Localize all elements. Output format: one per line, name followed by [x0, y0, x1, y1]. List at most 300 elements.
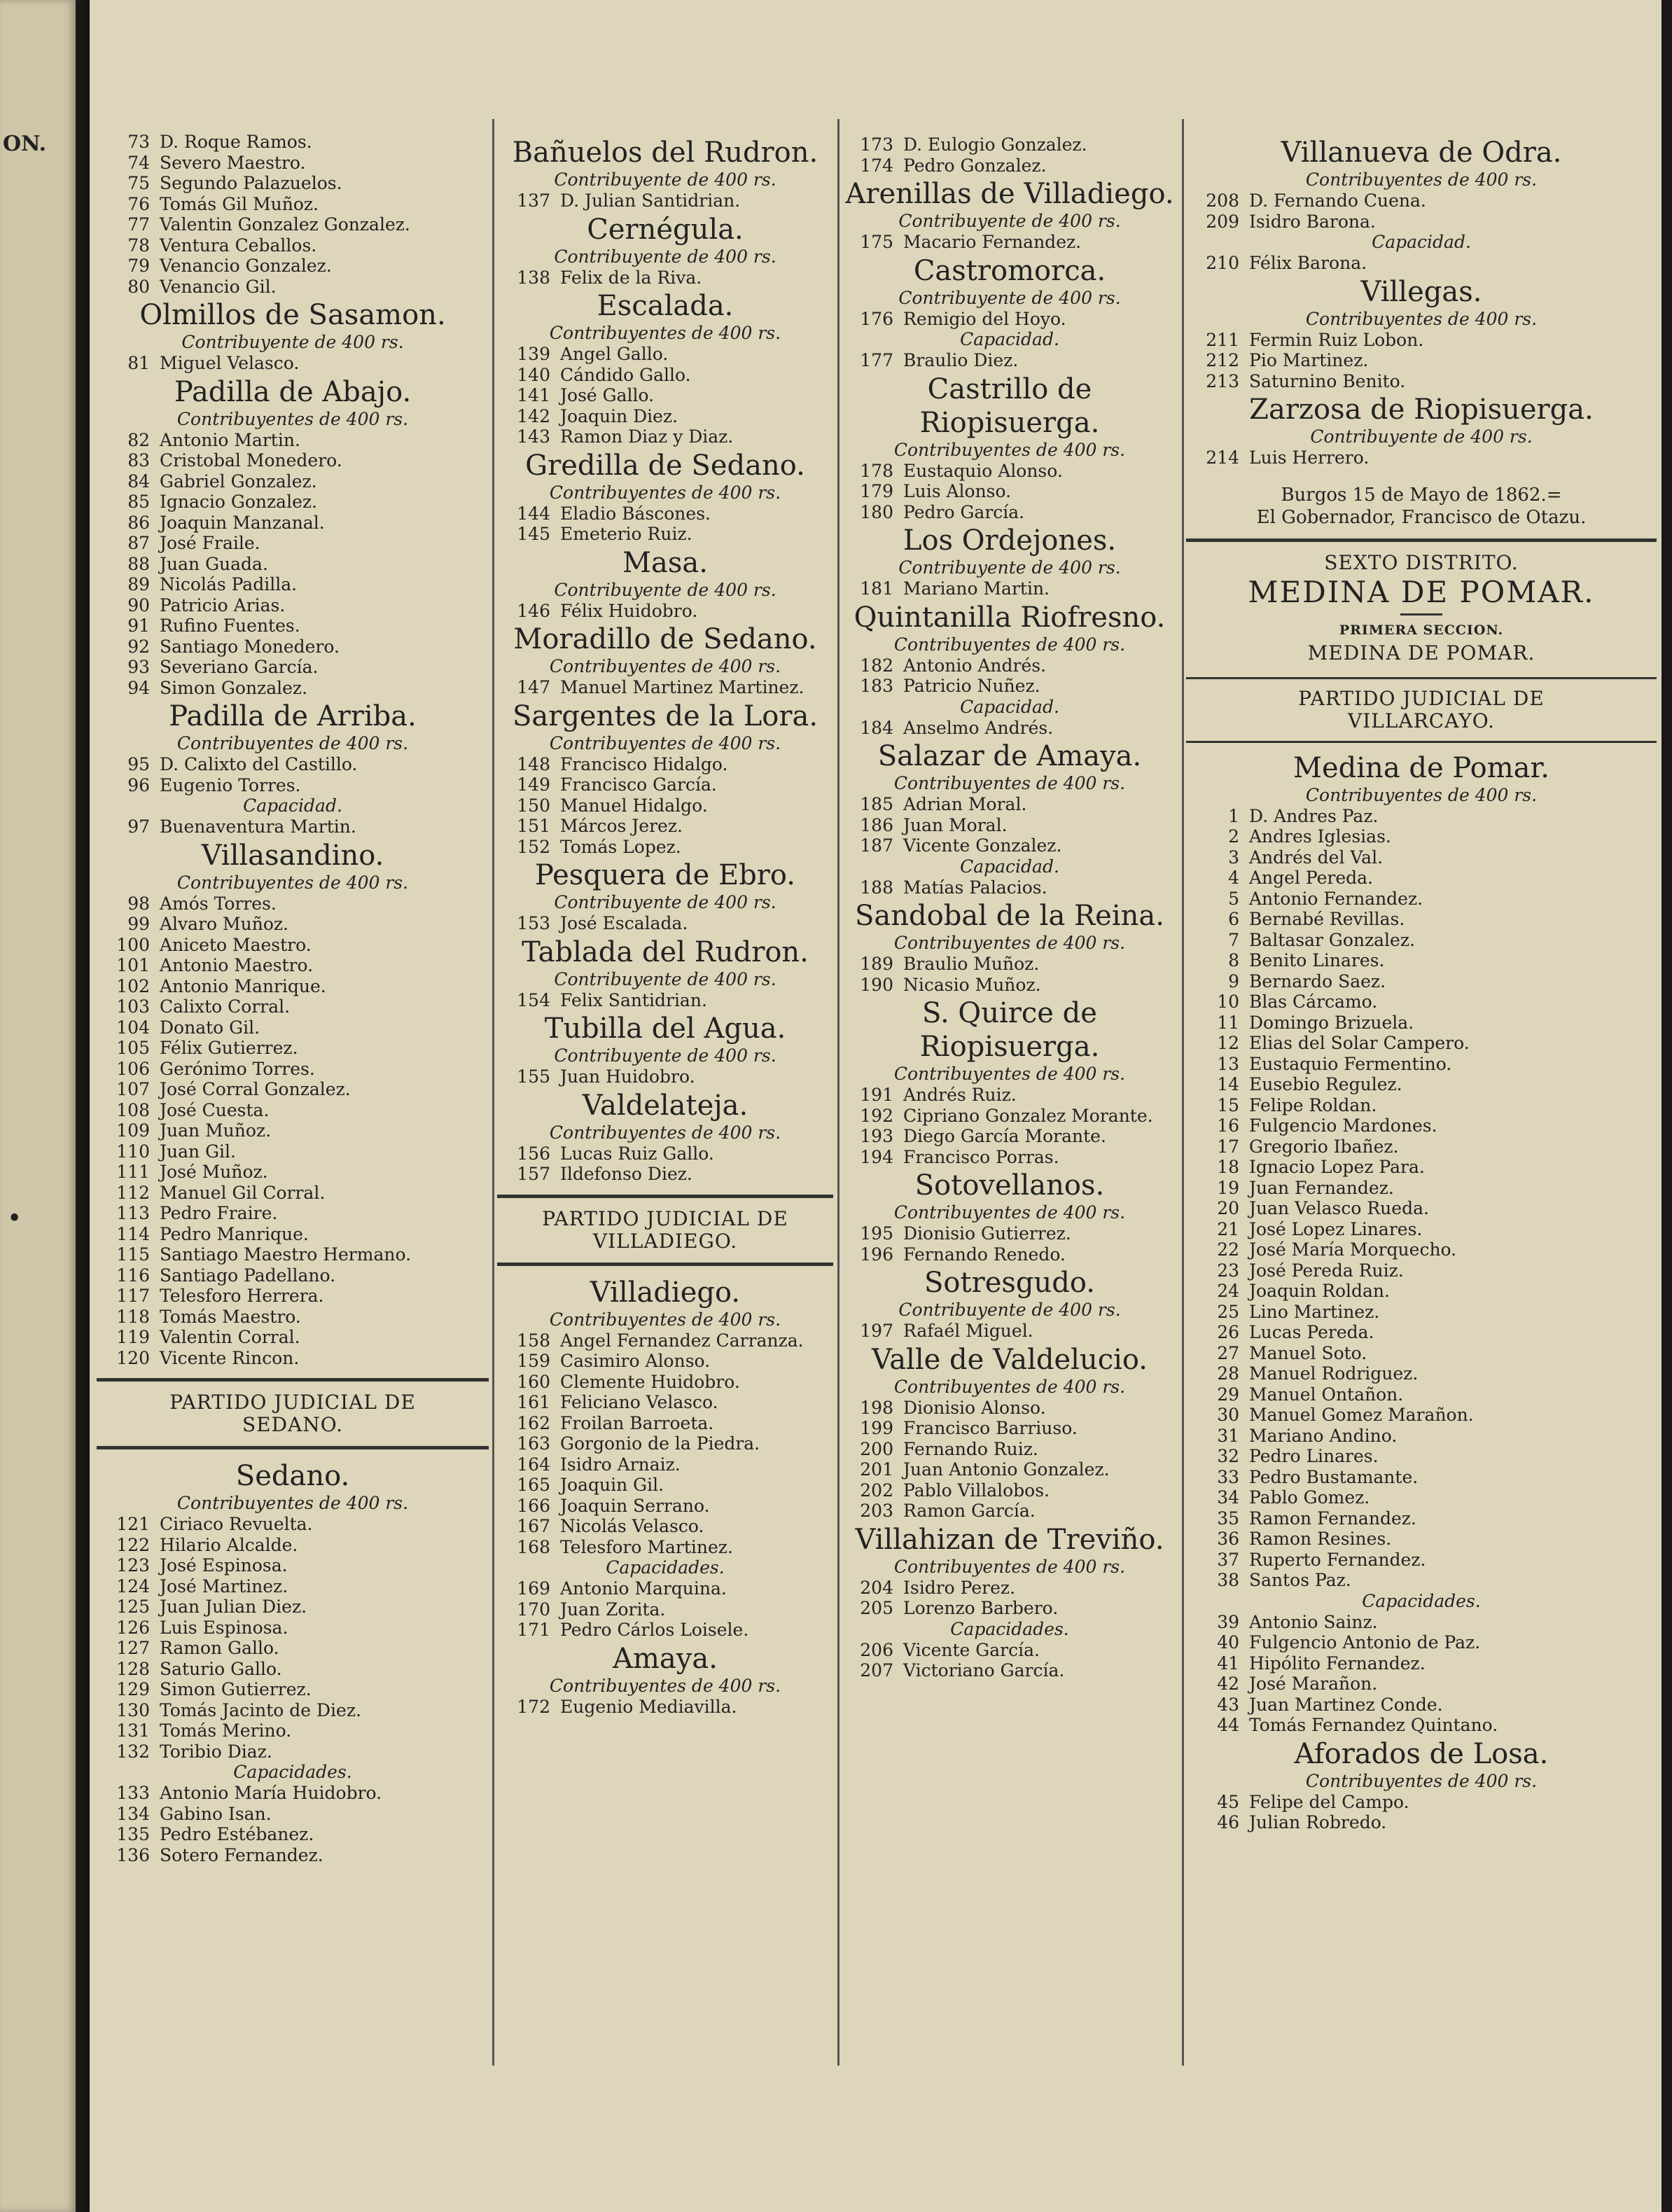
list-item: [97, 1679, 489, 1700]
entry-name: Antonio Fernandez.: [1249, 888, 1423, 909]
entry-number: 136: [116, 1844, 150, 1865]
list-item: [1186, 1570, 1657, 1591]
entry-number: 5: [1228, 888, 1239, 909]
entry-number: 111: [116, 1162, 150, 1182]
entry-number: 97: [127, 816, 150, 837]
list-item: [1186, 1013, 1657, 1034]
entry-number: 214: [1206, 447, 1239, 468]
category-label: Contribuyente de 400 rs.: [554, 968, 776, 989]
list-item: [97, 1555, 489, 1576]
partido-heading: VILLADIEGO.: [592, 1229, 738, 1253]
list-item: [840, 1126, 1179, 1147]
entry-name: Tomás Merino.: [160, 1720, 292, 1741]
list-item: [840, 877, 1179, 898]
entry-name: Pedro Linares.: [1249, 1446, 1379, 1466]
list-item: [497, 1392, 833, 1413]
list-item: [97, 132, 489, 153]
entry-number: 120: [116, 1347, 150, 1368]
partido-line-2: VILLARCAYO.: [1348, 709, 1495, 732]
entry-name: Mariano Martin.: [903, 578, 1050, 599]
entry-number: 26: [1217, 1322, 1239, 1342]
list-item: [1186, 1405, 1657, 1426]
entry-name: Félix Huidobro.: [560, 600, 698, 621]
partido-heading: PARTIDO JUDICIAL DE: [542, 1206, 788, 1230]
category-label: Contribuyente de 400 rs.: [1310, 426, 1533, 447]
entry-name: Santos Paz.: [1249, 1570, 1351, 1590]
entry-number: 95: [127, 754, 150, 774]
list-item: [497, 1143, 833, 1164]
entry-number: 148: [517, 753, 550, 774]
list-item: [97, 893, 489, 914]
list-item: [497, 1330, 833, 1351]
entry-number: 194: [860, 1146, 893, 1167]
column-rule: [492, 119, 494, 2066]
entry-number: 205: [860, 1598, 893, 1618]
list-item: [497, 344, 833, 365]
entry-name: Diego García Morante.: [903, 1126, 1106, 1146]
entry-name: Toribio Diaz.: [160, 1741, 272, 1762]
entry-number: 210: [1206, 253, 1239, 273]
entry-number: 102: [116, 975, 150, 996]
list-item: [497, 1697, 833, 1718]
entry-number: 151: [517, 816, 550, 836]
list-item: [1186, 1529, 1657, 1550]
entry-number: 43: [1217, 1694, 1239, 1715]
entry-name: Domingo Brizuela.: [1249, 1012, 1414, 1033]
list-item: [97, 574, 489, 595]
list-item: [497, 1599, 833, 1620]
entry-name: Ignacio Gonzalez.: [160, 492, 317, 512]
category-label: Contribuyente de 400 rs.: [554, 579, 776, 600]
list-item: [97, 1700, 489, 1721]
list-item: [1186, 971, 1657, 992]
entry-name: Bernabé Revillas.: [1249, 909, 1405, 929]
entry-number: 140: [517, 364, 550, 385]
district-label: SEXTO DISTRITO.: [1324, 550, 1519, 574]
list-item: [1186, 930, 1657, 951]
list-item: [1186, 1695, 1657, 1716]
list-item: [97, 914, 489, 935]
town-heading: Arenillas de Villadiego.: [845, 178, 1174, 210]
entry-name: Ramon Diaz y Diaz.: [560, 426, 734, 447]
entry-number: 196: [860, 1244, 893, 1265]
entry-name: Simon Gutierrez.: [160, 1679, 312, 1699]
entry-number: 32: [1217, 1446, 1239, 1466]
entry-number: 183: [860, 676, 893, 696]
list-item: [497, 1454, 833, 1475]
entry-name: Mariano Andino.: [1249, 1425, 1398, 1446]
town-heading: Sotovellanos.: [914, 1169, 1105, 1202]
entry-number: 213: [1206, 370, 1239, 391]
entry-number: 89: [127, 574, 150, 594]
entry-number: 164: [517, 1454, 550, 1475]
list-item: [97, 1244, 489, 1265]
list-item: [97, 1659, 489, 1680]
entry-name: Angel Pereda.: [1249, 868, 1373, 888]
entry-name: Antonio María Huidobro.: [160, 1783, 382, 1803]
entry-number: 198: [860, 1397, 893, 1418]
list-item: [97, 1307, 489, 1328]
signature-governor: El Gobernador, Francisco de Otazu.: [1256, 506, 1587, 528]
list-item: [97, 637, 489, 658]
town-heading: Tubilla del Agua.: [544, 1013, 786, 1045]
entry-number: 130: [116, 1699, 150, 1720]
list-item: [1186, 1715, 1657, 1736]
list-item: [497, 406, 833, 427]
entry-number: 193: [860, 1126, 893, 1146]
entry-number: 28: [1217, 1363, 1239, 1384]
entry-number: 38: [1217, 1570, 1239, 1590]
list-item: [97, 1038, 489, 1059]
entry-number: 84: [127, 471, 150, 492]
entry-name: Luis Espinosa.: [160, 1617, 288, 1638]
entry-number: 75: [127, 173, 150, 193]
entry-number: 96: [127, 774, 150, 795]
list-item: [497, 1164, 833, 1185]
column-3: [840, 134, 1179, 1681]
entry-number: 149: [517, 774, 550, 795]
category-label: Contribuyentes de 400 rs.: [1305, 1770, 1538, 1791]
list-item: [97, 1576, 489, 1597]
list-item: [97, 256, 489, 277]
list-item: [840, 1578, 1179, 1599]
list-item: [497, 1537, 833, 1558]
entry-name: Cándido Gallo.: [560, 364, 691, 385]
entry-number: 87: [127, 533, 150, 553]
town-heading: Los Ordejones.: [903, 524, 1117, 557]
entry-number: 145: [517, 524, 550, 544]
town-heading: Sargentes de la Lora.: [512, 700, 818, 732]
entry-number: 190: [860, 974, 893, 995]
entry-number: 103: [116, 996, 150, 1017]
entry-name: Andrés Ruiz.: [903, 1085, 1017, 1105]
list-item: [497, 774, 833, 795]
entry-name: Eugenio Mediavilla.: [560, 1696, 737, 1717]
entry-name: Aniceto Maestro.: [160, 934, 312, 955]
entry-name: D. Julian Santidrian.: [560, 190, 741, 211]
entry-name: Santiago Padellano.: [160, 1265, 336, 1286]
entry-number: 15: [1217, 1094, 1239, 1115]
list-item: [497, 795, 833, 816]
entry-name: Baltasar Gonzalez.: [1249, 929, 1415, 950]
column-rule: [1182, 119, 1184, 2066]
list-item: [1186, 1674, 1657, 1695]
column-rule: [837, 119, 840, 2066]
entry-number: 39: [1217, 1611, 1239, 1632]
entry-number: 36: [1217, 1529, 1239, 1549]
list-item: [1186, 253, 1657, 274]
entry-number: 92: [127, 636, 150, 657]
list-item: [497, 1620, 833, 1641]
town-heading: Moradillo de Sedano.: [513, 623, 817, 655]
list-item: [840, 1223, 1179, 1244]
entry-number: 177: [860, 350, 893, 370]
list-item: [97, 450, 489, 471]
list-item: [840, 134, 1179, 155]
list-item: [840, 155, 1179, 176]
list-item: [840, 1106, 1179, 1127]
entry-number: 1: [1228, 805, 1239, 826]
entry-name: Manuel Rodriguez.: [1249, 1363, 1419, 1384]
list-item: [1186, 1281, 1657, 1302]
entry-name: Telesforo Herrera.: [160, 1286, 324, 1306]
entry-number: 129: [116, 1679, 150, 1699]
entry-name: Gerónimo Torres.: [160, 1058, 315, 1079]
entry-name: Pedro Manrique.: [160, 1223, 309, 1244]
entry-name: Patricio Nuñez.: [903, 676, 1040, 696]
entry-number: 135: [116, 1824, 150, 1844]
category-label: Contribuyentes de 400 rs.: [176, 733, 409, 753]
entry-name: Santiago Maestro Hermano.: [160, 1244, 412, 1265]
entry-name: Amós Torres.: [160, 893, 277, 914]
entry-name: Alvaro Muñoz.: [160, 914, 288, 934]
list-item: [1186, 868, 1657, 889]
category-label: Contribuyentes de 400 rs.: [893, 1376, 1126, 1397]
entry-number: 34: [1217, 1487, 1239, 1508]
list-item: [1186, 190, 1657, 211]
entry-number: 131: [116, 1720, 150, 1741]
town-heading: Valdelateja.: [582, 1089, 748, 1122]
list-item: [1186, 1239, 1657, 1260]
list-item: [840, 1598, 1179, 1619]
entry-name: Gabino Isan.: [160, 1803, 272, 1824]
section-rule: [97, 1378, 489, 1382]
entry-number: 76: [127, 193, 150, 214]
entry-number: 82: [127, 429, 150, 450]
category-label: Contribuyente de 400 rs.: [554, 246, 776, 267]
entry-number: 25: [1217, 1301, 1239, 1322]
list-item: [1186, 826, 1657, 847]
entry-number: 128: [116, 1658, 150, 1679]
entry-number: 114: [116, 1223, 150, 1244]
list-item: [97, 513, 489, 534]
entry-number: 19: [1217, 1177, 1239, 1198]
entry-name: Braulio Muñoz.: [903, 954, 1040, 974]
entry-number: 106: [116, 1058, 150, 1079]
list-item: [97, 1618, 489, 1639]
entry-number: 30: [1217, 1405, 1239, 1425]
entry-name: Hilario Alcalde.: [160, 1534, 298, 1555]
entry-number: 33: [1217, 1466, 1239, 1487]
list-item: [840, 975, 1179, 996]
entry-name: Juan Muñoz.: [160, 1120, 272, 1141]
entry-number: 86: [127, 512, 150, 533]
town-heading: Salazar de Amaya.: [877, 740, 1142, 772]
entry-name: D. Calixto del Castillo.: [160, 754, 358, 774]
list-item: [97, 1824, 489, 1845]
entry-number: 157: [517, 1164, 550, 1184]
entry-number: 207: [860, 1660, 893, 1681]
entry-name: Fernando Renedo.: [903, 1244, 1066, 1265]
entry-number: 37: [1217, 1549, 1239, 1570]
entry-number: 201: [860, 1459, 893, 1480]
list-item: [97, 1059, 489, 1080]
entry-number: 108: [116, 1099, 150, 1120]
entry-number: 187: [860, 835, 893, 856]
list-item: [97, 1327, 489, 1348]
list-item: [1186, 1178, 1657, 1199]
entry-number: 121: [116, 1514, 150, 1534]
entry-number: 46: [1217, 1812, 1239, 1832]
entry-name: Simon Gonzalez.: [160, 677, 308, 698]
entry-name: José María Morquecho.: [1249, 1239, 1457, 1260]
list-item: [1186, 1322, 1657, 1343]
entry-name: Francisco García.: [560, 774, 717, 795]
entry-number: 88: [127, 553, 150, 574]
column-1: [97, 132, 489, 1865]
town-heading: Valle de Valdelucio.: [871, 1343, 1148, 1376]
town-heading: Castrillo de Riopisuerga.: [919, 373, 1100, 439]
entry-name: Segundo Palazuelos.: [160, 173, 342, 193]
list-item: [97, 775, 489, 796]
list-item: [1186, 1550, 1657, 1571]
entry-number: 6: [1228, 909, 1239, 929]
entry-name: Telesforo Martinez.: [560, 1536, 733, 1557]
entry-number: 3: [1228, 847, 1239, 868]
entry-name: Juan Gil.: [160, 1141, 236, 1162]
list-item: [1186, 1653, 1657, 1674]
list-item: [840, 655, 1179, 676]
entry-name: Pedro Estébanez.: [160, 1824, 314, 1844]
entry-name: Felix de la Riva.: [560, 267, 702, 288]
list-item: [840, 1321, 1179, 1342]
entry-number: 8: [1228, 950, 1239, 971]
entry-number: 78: [127, 235, 150, 256]
entry-number: 209: [1206, 211, 1239, 232]
entry-name: Manuel Martinez Martinez.: [560, 677, 804, 697]
entry-name: Felix Santidrian.: [560, 989, 707, 1010]
entry-name: Ramon Resines.: [1249, 1529, 1392, 1549]
entry-name: Matías Palacios.: [903, 877, 1047, 898]
entry-number: 185: [860, 794, 893, 814]
entry-name: Juan Martinez Conde.: [1249, 1694, 1443, 1715]
entry-number: 181: [860, 578, 893, 599]
entry-name: Vicente Gonzalez.: [903, 835, 1062, 856]
entry-name: Fermin Ruiz Lobon.: [1249, 329, 1424, 350]
list-item: [840, 1398, 1179, 1419]
list-item: [840, 578, 1179, 599]
entry-number: 105: [116, 1038, 150, 1058]
entry-number: 12: [1217, 1033, 1239, 1053]
entry-number: 107: [116, 1079, 150, 1099]
list-item: [497, 1066, 833, 1087]
entry-number: 42: [1217, 1674, 1239, 1694]
entry-number: 123: [116, 1555, 150, 1575]
entry-name: Andres Iglesias.: [1249, 826, 1391, 847]
list-item: [97, 976, 489, 997]
category-label: Contribuyente de 400 rs.: [898, 287, 1121, 308]
list-item: [97, 1100, 489, 1121]
entry-number: 21: [1217, 1218, 1239, 1239]
entry-number: 138: [517, 267, 550, 288]
list-item: [97, 194, 489, 215]
entry-name: Joaquin Roldan.: [1249, 1281, 1390, 1301]
entry-number: 91: [127, 615, 150, 636]
list-item: [497, 1433, 833, 1454]
entry-name: Eustaquio Alonso.: [903, 460, 1063, 481]
list-item: [497, 1516, 833, 1537]
entry-number: 74: [127, 152, 150, 173]
entry-number: 101: [116, 955, 150, 975]
entry-name: Tomás Lopez.: [560, 836, 681, 857]
entry-name: Saturnino Benito.: [1249, 370, 1406, 391]
entry-name: Santiago Monedero.: [160, 636, 340, 657]
signature-date: Burgos 15 de Mayo de 1862.=: [1281, 484, 1562, 506]
list-item: [97, 277, 489, 298]
entry-name: Juan Antonio Gonzalez.: [903, 1459, 1110, 1480]
entry-number: 211: [1206, 329, 1239, 350]
list-item: [1186, 1632, 1657, 1653]
list-item: [497, 990, 833, 1011]
category-label: Contribuyentes de 400 rs.: [893, 933, 1126, 953]
list-item: [840, 1640, 1179, 1661]
entry-name: Tomás Maestro.: [160, 1306, 301, 1327]
entry-number: 143: [517, 426, 550, 447]
entry-number: 206: [860, 1639, 893, 1660]
entry-number: 124: [116, 1575, 150, 1597]
entry-number: 178: [860, 460, 893, 481]
entry-number: 24: [1217, 1281, 1239, 1301]
entry-number: 152: [517, 836, 550, 857]
list-item: [497, 1496, 833, 1517]
entry-name: José Corral Gonzalez.: [160, 1079, 351, 1099]
entry-number: 168: [517, 1536, 550, 1557]
entry-name: Patricio Arias.: [160, 594, 286, 615]
entry-number: 100: [116, 934, 150, 955]
entry-name: Pio Martinez.: [1249, 350, 1369, 370]
entry-name: Braulio Diez.: [903, 350, 1019, 370]
list-item: [97, 1783, 489, 1804]
entry-name: Pedro Fraire.: [160, 1203, 278, 1223]
entry-name: Félix Barona.: [1249, 253, 1367, 273]
list-item: [497, 601, 833, 622]
list-item: [1186, 1343, 1657, 1364]
entry-number: 14: [1217, 1074, 1239, 1094]
list-item: [1186, 350, 1657, 371]
category-label: Contribuyente de 400 rs.: [898, 211, 1121, 231]
entry-name: Cipriano Gonzalez Morante.: [903, 1105, 1153, 1126]
entry-number: 179: [860, 481, 893, 501]
section-rule: [97, 1446, 489, 1449]
category-label: Capacidades.: [233, 1762, 352, 1782]
town-heading: Villadiego.: [590, 1276, 741, 1309]
category-label: Contribuyentes de 400 rs.: [549, 1309, 781, 1330]
list-item: [97, 554, 489, 575]
entry-name: Julian Robredo.: [1249, 1812, 1387, 1832]
list-item: [497, 816, 833, 837]
list-item: [1186, 1508, 1657, 1529]
category-label: Contribuyentes de 400 rs.: [176, 408, 409, 429]
entry-name: Antonio Martin.: [160, 429, 300, 450]
entry-name: Ramon Fernandez.: [1249, 1508, 1416, 1529]
list-item: [497, 267, 833, 288]
entry-name: Buenaventura Martin.: [160, 816, 356, 837]
entry-name: Anselmo Andrés.: [903, 717, 1054, 738]
town-heading: Medina de Pomar.: [1293, 751, 1549, 784]
entry-number: 173: [860, 134, 893, 155]
entry-name: José Marañon.: [1249, 1674, 1378, 1694]
entry-name: Tomás Jacinto de Diez.: [160, 1699, 361, 1720]
entry-name: Isidro Arnaiz.: [560, 1454, 681, 1475]
list-item: [840, 309, 1179, 330]
town-heading: Villahizan de Treviño.: [855, 1523, 1164, 1556]
entry-name: Juan Guada.: [160, 553, 268, 574]
entry-name: Benito Linares.: [1249, 950, 1385, 971]
category-label: Contribuyentes de 400 rs.: [549, 323, 781, 343]
entry-name: Emeterio Ruiz.: [560, 524, 692, 544]
entry-number: 199: [860, 1418, 893, 1438]
list-item: [97, 595, 489, 616]
